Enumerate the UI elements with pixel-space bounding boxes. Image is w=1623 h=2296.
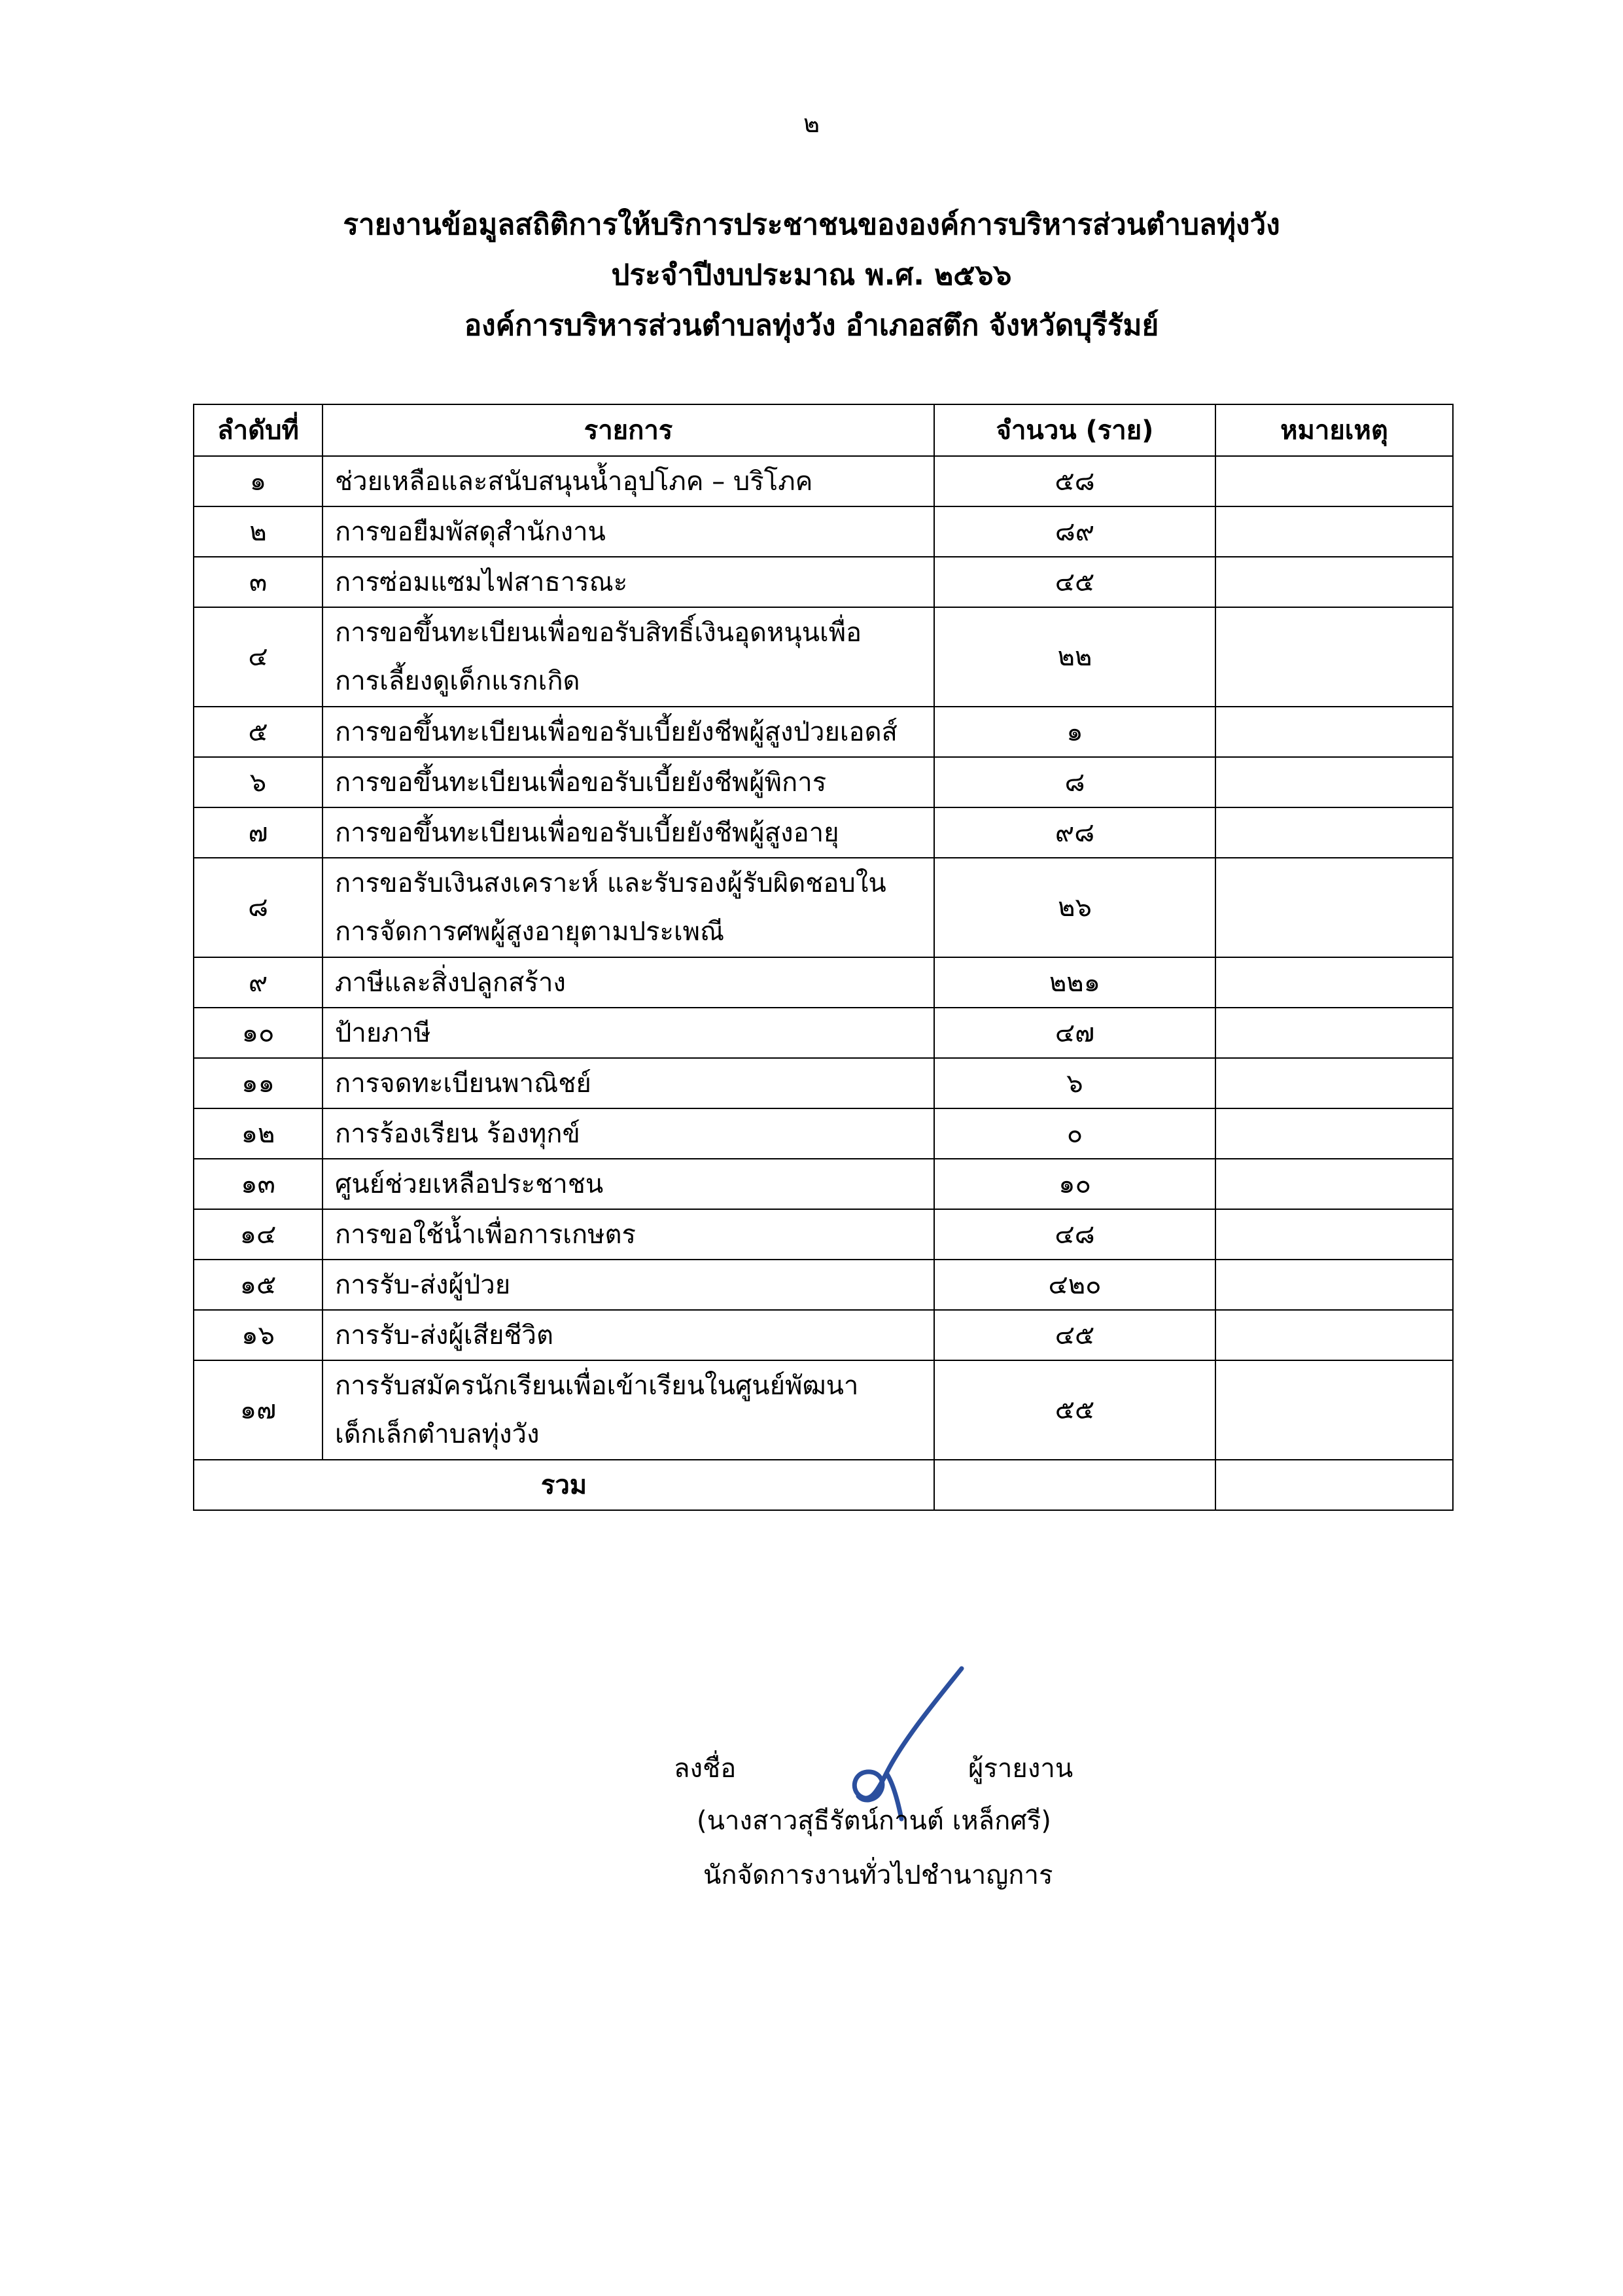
row-remark xyxy=(1215,557,1453,607)
row-order: ๔ xyxy=(194,607,323,707)
table-row xyxy=(194,858,1453,957)
row-remark xyxy=(1215,707,1453,757)
table-header-row xyxy=(194,404,1453,456)
row-remark xyxy=(1215,1310,1453,1360)
header-order: ลำดับที่ xyxy=(194,404,323,456)
row-remark xyxy=(1215,1360,1453,1460)
signature-role: ผู้รายงาน xyxy=(968,1754,1073,1784)
row-item-line: การรับ-ส่งผู้ป่วย xyxy=(335,1269,511,1300)
table-row xyxy=(194,757,1453,807)
row-remark xyxy=(1215,1209,1453,1260)
table-row xyxy=(194,557,1453,607)
total-count xyxy=(934,1460,1215,1510)
table-row xyxy=(194,1310,1453,1360)
row-item-line: การขอยืมพัสดุสำนักงาน xyxy=(335,516,606,547)
row-count: ๕๘ xyxy=(934,456,1215,506)
row-count: ๔๒๐ xyxy=(934,1260,1215,1310)
row-count: ๔๗ xyxy=(934,1008,1215,1058)
report-fiscal-year: ประจำปีงบประมาณ พ.ศ. ๒๕๖๖ xyxy=(611,258,1012,292)
row-item xyxy=(323,1360,934,1460)
row-item-line: การร้องเรียน ร้องทุกข์ xyxy=(335,1118,580,1149)
row-order: ๑๕ xyxy=(194,1260,323,1310)
row-item xyxy=(323,557,934,607)
row-count: ๒๒ xyxy=(934,607,1215,707)
table-row xyxy=(194,957,1453,1008)
row-remark xyxy=(1215,506,1453,557)
row-count: ๔๘ xyxy=(934,1209,1215,1260)
row-item-line: ป้ายภาษี xyxy=(335,1017,431,1048)
report-organization: องค์การบริหารส่วนตำบลทุ่งวัง อำเภอสตึก จังหวัดบุรีรัมย์ xyxy=(464,309,1159,342)
row-item xyxy=(323,1058,934,1108)
row-count: ๑๐ xyxy=(934,1159,1215,1209)
row-item xyxy=(323,506,934,557)
row-remark xyxy=(1215,607,1453,707)
table-row xyxy=(194,1159,1453,1209)
row-item xyxy=(323,1008,934,1058)
row-order: ๑๗ xyxy=(194,1360,323,1460)
table-row xyxy=(194,1108,1453,1159)
row-item-line: การรับ-ส่งผู้เสียชีวิต xyxy=(335,1320,553,1351)
row-item xyxy=(323,1159,934,1209)
row-count: ๐ xyxy=(934,1108,1215,1159)
row-order: ๓ xyxy=(194,557,323,607)
row-order: ๑๔ xyxy=(194,1209,323,1260)
row-item xyxy=(323,1108,934,1159)
row-remark xyxy=(1215,1108,1453,1159)
row-count: ๙๘ xyxy=(934,807,1215,858)
total-label: รวม xyxy=(194,1460,934,1510)
row-item xyxy=(323,1310,934,1360)
row-item-line: การขอขึ้นทะเบียนเพื่อขอรับเบี้ยยังชีพผู้พิการ xyxy=(335,767,827,798)
row-item xyxy=(323,1209,934,1260)
row-remark xyxy=(1215,858,1453,957)
row-order: ๑๐ xyxy=(194,1008,323,1058)
row-order: ๕ xyxy=(194,707,323,757)
row-count: ๘๙ xyxy=(934,506,1215,557)
row-item-line: การขอขึ้นทะเบียนเพื่อขอรับสิทธิ์เงินอุดหนุนเพื่อ xyxy=(335,618,862,648)
table-row xyxy=(194,1360,1453,1460)
table-body xyxy=(194,456,1453,1510)
signature-label: ลงชื่อ xyxy=(674,1754,737,1784)
row-item-line: การซ่อมแซมไฟสาธารณะ xyxy=(335,567,628,597)
row-item xyxy=(323,807,934,858)
row-order: ๗ xyxy=(194,807,323,858)
row-item-line: เด็กเล็กตำบลทุ่งวัง xyxy=(335,1419,540,1449)
row-item-line: การรับสมัครนักเรียนเพื่อเข้าเรียนในศูนย์พัฒนา xyxy=(335,1371,859,1401)
table-row xyxy=(194,506,1453,557)
row-item-line: การจัดการศพผู้สูงอายุตามประเพณี xyxy=(335,917,725,947)
row-order: ๑๓ xyxy=(194,1159,323,1209)
row-item-line: การขอขึ้นทะเบียนเพื่อขอรับเบี้ยยังชีพผู้สูงอายุ xyxy=(335,817,839,848)
header-remark: หมายเหตุ xyxy=(1215,404,1453,456)
row-item xyxy=(323,1260,934,1310)
row-order: ๒ xyxy=(194,506,323,557)
row-remark xyxy=(1215,456,1453,506)
row-remark xyxy=(1215,957,1453,1008)
row-order: ๑๖ xyxy=(194,1310,323,1360)
row-item-line: การขอรับเงินสงเคราะห์ และรับรองผู้รับผิดชอบใน xyxy=(335,868,886,898)
table-row xyxy=(194,1008,1453,1058)
row-item-line: การขอใช้น้ำเพื่อการเกษตร xyxy=(335,1219,636,1250)
row-remark xyxy=(1215,1159,1453,1209)
row-remark xyxy=(1215,1058,1453,1108)
row-order: ๙ xyxy=(194,957,323,1008)
header-item: รายการ xyxy=(323,404,934,456)
row-item-line: การเลี้ยงดูเด็กแรกเกิด xyxy=(335,666,580,696)
row-item xyxy=(323,707,934,757)
row-item xyxy=(323,607,934,707)
row-order: ๑ xyxy=(194,456,323,506)
row-item xyxy=(323,858,934,957)
row-count: ๔๕ xyxy=(934,1310,1215,1360)
table-row xyxy=(194,1209,1453,1260)
row-item xyxy=(323,757,934,807)
row-count: ๔๕ xyxy=(934,557,1215,607)
total-remark xyxy=(1215,1460,1453,1510)
row-count: ๘ xyxy=(934,757,1215,807)
report-title: รายงานข้อมูลสถิติการให้บริการประชาชนขององค์การบริหารส่วนตำบลทุ่งวัง xyxy=(343,208,1280,241)
row-remark xyxy=(1215,1008,1453,1058)
row-item-line: การขอขึ้นทะเบียนเพื่อขอรับเบี้ยยังชีพผู้สูงป่วยเอดส์ xyxy=(335,716,898,747)
row-count: ๖ xyxy=(934,1058,1215,1108)
row-count: ๕๕ xyxy=(934,1360,1215,1460)
service-statistics-table xyxy=(193,404,1454,1511)
row-count: ๒๒๑ xyxy=(934,957,1215,1008)
table-row xyxy=(194,707,1453,757)
total-row xyxy=(194,1460,1453,1510)
row-item-line: การจดทะเบียนพาณิชย์ xyxy=(335,1068,591,1099)
table-row xyxy=(194,1058,1453,1108)
page-number: ๒ xyxy=(803,109,820,138)
table-row xyxy=(194,607,1453,707)
row-item-line: ช่วยเหลือและสนับสนุนน้ำอุปโภค – บริโภค xyxy=(335,466,813,497)
row-remark xyxy=(1215,757,1453,807)
table-row xyxy=(194,1260,1453,1310)
row-order: ๖ xyxy=(194,757,323,807)
table-row xyxy=(194,807,1453,858)
table-row xyxy=(194,456,1453,506)
row-item xyxy=(323,957,934,1008)
row-order: ๑๑ xyxy=(194,1058,323,1108)
row-order: ๑๒ xyxy=(194,1108,323,1159)
row-order: ๘ xyxy=(194,858,323,957)
signatory-name: (นางสาวสุธีรัตน์กานต์ เหล็กศรี) xyxy=(697,1806,1051,1836)
row-remark xyxy=(1215,1260,1453,1310)
row-count: ๒๖ xyxy=(934,858,1215,957)
row-item xyxy=(323,456,934,506)
signatory-position: นักจัดการงานทั่วไปชำนาญการ xyxy=(703,1860,1053,1890)
header-count: จำนวน (ราย) xyxy=(934,404,1215,456)
row-count: ๑ xyxy=(934,707,1215,757)
row-item-line: ภาษีและสิ่งปลูกสร้าง xyxy=(335,967,566,998)
row-item-line: ศูนย์ช่วยเหลือประชาชน xyxy=(335,1169,604,1199)
row-remark xyxy=(1215,807,1453,858)
